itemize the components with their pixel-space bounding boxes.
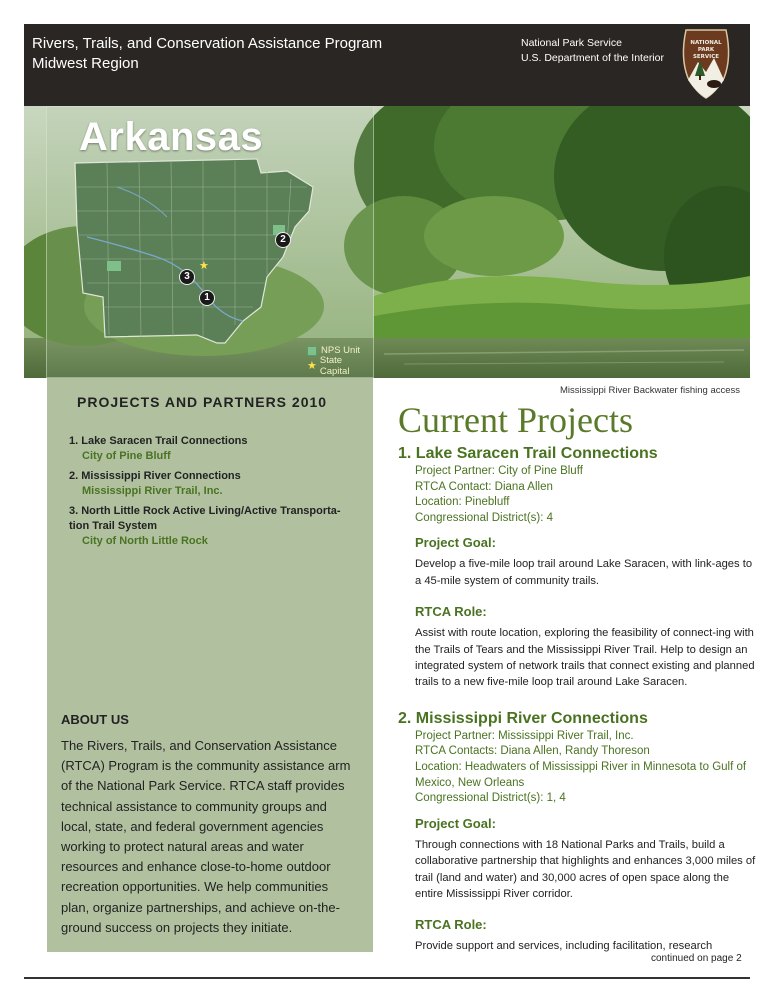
photo-caption: Mississippi River Backwater fishing access (560, 385, 741, 396)
list-item: 2. Mississippi River Connections Mississippi River Trail, Inc. (69, 470, 241, 497)
project-1-title: 1. Lake Saracen Trail Connections (398, 445, 658, 462)
about-text: The Rivers, Trails, and Conservation Assistance (RTCA) Program is the community assistance arm of the National Park Service. RTCA staff provides technical assistance to community groups and local, state, and federal government agencies working to protect natural areas and water resources and enhance close-to-home outdoor recreation opportunities. We help communities plan, organize partnerships, and achieve on-the-ground success on projects they initiate. (61, 738, 351, 935)
hero-image (24, 106, 750, 378)
projects-partners-heading: PROJECTS AND PARTNERS 2010 (77, 394, 328, 410)
arkansas-map (47, 107, 375, 378)
legend-state-capital: ★ State Capital (307, 354, 350, 377)
svg-text:SERVICE: SERVICE (692, 54, 720, 60)
project-partner: Project Partner: City of Pine Bluff (415, 465, 583, 477)
about-heading: ABOUT US (61, 712, 129, 727)
page-header (24, 24, 750, 106)
current-projects-column (398, 400, 758, 955)
rtca-role-heading: RTCA Role: (415, 917, 487, 933)
svg-text:PARK: PARK (697, 47, 715, 53)
program-name: Rivers, Trails, and Conservation Assistance Program Midwest Region (32, 35, 383, 72)
legend-nps-unit: NPS Unit (307, 343, 373, 358)
footer-divider (24, 977, 750, 979)
project-goal-heading: Project Goal: (415, 535, 496, 551)
congressional-district: Congressional District(s): 1, 4 (415, 792, 566, 805)
rtca-role-text: Provide support and services, including facilitation, research (415, 940, 713, 953)
sidebar (47, 378, 373, 952)
newsletter-title: Arkansas (79, 115, 264, 159)
projects-list (69, 434, 359, 554)
svg-text:★: ★ (199, 259, 209, 272)
list-item: 1. Lake Saracen Trail Connections City of Pine Bluff (69, 435, 248, 462)
project-1 (398, 444, 758, 691)
project-goal-text: Through connections with 18 National Parks and Trails, build a collaborative partnership that highlights and enhances 3,000 miles of trail (land and water) and 30,000 acres of open space along the entire Mississippi River corridor. (415, 838, 756, 900)
congressional-district: Congressional District(s): 4 (415, 511, 554, 524)
rtca-role-heading: RTCA Role: (415, 604, 487, 620)
star-icon: ★ (307, 360, 317, 372)
nps-unit-swatch-icon (307, 346, 317, 356)
map-panel: Arkansas ★ 2 3 1 NPS Unit ★ State Capital (46, 106, 374, 378)
project-2-title: 2. Mississippi River Connections (398, 709, 648, 727)
agency-name: National Park Service U.S. Department of the Interior (521, 37, 664, 64)
project-location: Location: Pinebluff (415, 496, 510, 509)
nps-arrowhead-logo (678, 28, 734, 100)
project-goal-heading: Project Goal: (415, 815, 496, 831)
rtca-role-text: Assist with route location, exploring the feasibility of connect-ing with the Trails of Tears and the Mississippi River Trail. Help to design an integrated system of network trails that connect existing and planned trails to a new five-mile loop trail around Lake Saracen. (415, 627, 755, 689)
continued-note: continued on page 2 (651, 953, 742, 964)
project-goal-text: Develop a five-mile loop trail around Lake Saracen, with link-ages to a 45-mile system of community trails. (415, 558, 753, 587)
project-partner: Project Partner: Mississippi River Trail, Inc. (415, 729, 634, 742)
list-item: 3. North Little Rock Active Living/Active Transporta- tion Trail System City of North Little Rock (69, 505, 341, 547)
current-projects-title: Current Projects (398, 400, 633, 440)
svg-text:NATIONAL: NATIONAL (690, 40, 722, 46)
rtca-contact: RTCA Contact: Diana Allen (415, 480, 553, 493)
project-location: Location: Headwaters of Mississippi River in Minnesota to Gulf of Mexico, New Orleans (415, 761, 747, 789)
map-legend (307, 343, 373, 377)
project-2 (398, 709, 758, 955)
rtca-contact: RTCA Contacts: Diana Allen, Randy Thoreson (415, 745, 650, 758)
